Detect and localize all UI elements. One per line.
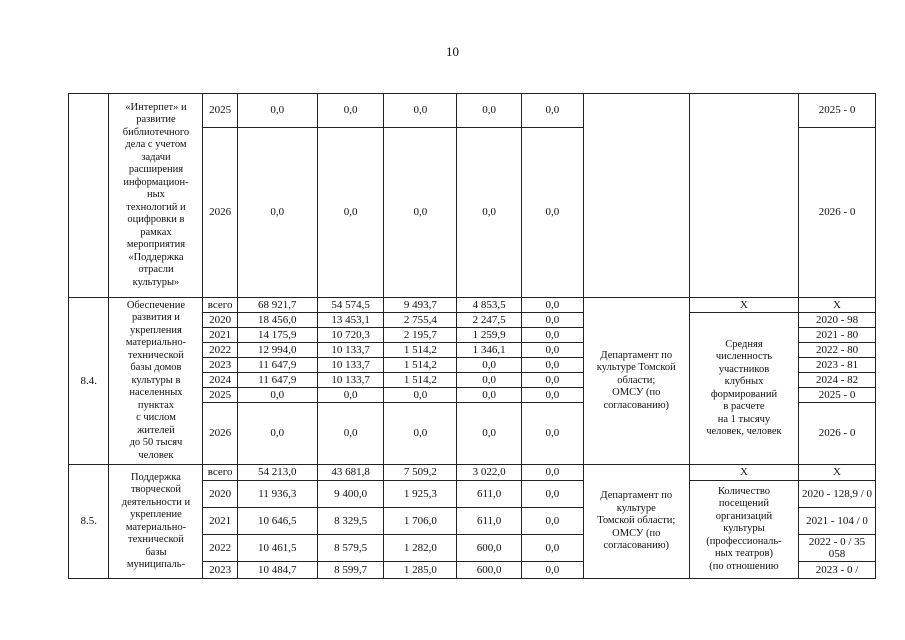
indicator-cell-line: Средняя <box>725 338 763 350</box>
target-cell: 2023 - 81 <box>799 358 876 373</box>
amount-cell-4: 611,0 <box>457 481 522 508</box>
amount-cell-1: 0,0 <box>237 403 317 465</box>
amount-cell-4: 611,0 <box>457 508 522 535</box>
item-name-line: «Интерпет» и <box>125 101 187 113</box>
amount-cell-4: 0,0 <box>457 128 522 298</box>
item-name-line: технологий и <box>126 201 186 213</box>
year-cell: 2022 <box>203 535 237 562</box>
amount-cell-2: 0,0 <box>317 94 384 128</box>
amount-cell-3: 1 514,2 <box>384 358 457 373</box>
target-cell: 2020 - 128,9 / 0 <box>799 481 876 508</box>
indicator-cell-line: (профессиональ- <box>706 535 782 547</box>
amount-cell-4: 4 853,5 <box>457 298 522 313</box>
page-number: 10 <box>446 44 459 59</box>
amount-cell-3: 7 509,2 <box>384 465 457 481</box>
year-cell: всего <box>203 465 237 481</box>
amount-cell-3: 2 195,7 <box>384 328 457 343</box>
amount-cell-5: 0,0 <box>522 358 584 373</box>
item-name-line: муниципаль- <box>126 559 186 570</box>
amount-cell-2: 0,0 <box>317 403 384 465</box>
executor-cell-line: Департамент по <box>600 349 673 361</box>
item-name-line: расширения <box>128 164 184 176</box>
year-cell: 2024 <box>203 373 237 388</box>
item-name-line: с числом <box>136 412 176 424</box>
executor-cell-line: Томской области; <box>597 515 676 527</box>
item-name-line: до 50 тысяч <box>129 437 183 449</box>
indicator-x: X <box>689 465 798 481</box>
item-name-line: информацион- <box>123 176 189 188</box>
year-cell: 2026 <box>203 128 237 298</box>
target-cell: 2026 - 0 <box>799 128 876 298</box>
amount-cell-5: 0,0 <box>522 298 584 313</box>
amount-cell-1: 18 456,0 <box>237 313 317 328</box>
item-number: 8.5. <box>69 465 109 579</box>
table-body <box>69 94 876 579</box>
amount-cell-3: 1 514,2 <box>384 373 457 388</box>
amount-cell-1: 11 936,3 <box>237 481 317 508</box>
item-name-line: культуры» <box>132 276 180 288</box>
target-cell: 2026 - 0 <box>799 403 876 465</box>
amount-cell-5: 0,0 <box>522 562 584 579</box>
amount-cell-3: 1 285,0 <box>384 562 457 579</box>
item-name-line: технической <box>128 534 184 545</box>
executor-cell <box>583 94 689 298</box>
amount-cell-4: 0,0 <box>457 388 522 403</box>
target-cell: X <box>799 465 876 481</box>
program-table <box>68 93 876 579</box>
amount-cell-1: 11 647,9 <box>237 358 317 373</box>
amount-cell-5: 0,0 <box>522 508 584 535</box>
item-name-line: дела с учетом <box>125 139 187 151</box>
item-number: 8.4. <box>69 298 109 465</box>
item-name-line: укрепление <box>130 509 182 520</box>
target-cell: 2025 - 0 <box>799 388 876 403</box>
amount-cell-2: 13 453,1 <box>317 313 384 328</box>
amount-cell-2: 9 400,0 <box>317 481 384 508</box>
item-name <box>109 298 203 465</box>
target-cell: 2023 - 0 / <box>799 562 876 579</box>
amount-cell-1: 10 461,5 <box>237 535 317 562</box>
item-name-line: развития и <box>132 312 180 324</box>
item-name-line: развитие <box>136 114 176 126</box>
indicator-cell-line: формирований <box>710 388 778 400</box>
executor-cell-line: культуре <box>616 502 656 514</box>
amount-cell-1: 11 647,9 <box>237 373 317 388</box>
year-cell: 2021 <box>203 328 237 343</box>
item-name-line: оцифровки в <box>127 214 185 226</box>
target-cell: 2021 - 104 / 0 <box>799 508 876 535</box>
indicator-cell-line: участников <box>718 363 770 375</box>
amount-cell-2: 10 133,7 <box>317 358 384 373</box>
indicator-cell-line: посещений <box>718 498 770 510</box>
amount-cell-5: 0,0 <box>522 328 584 343</box>
table-row <box>69 298 876 313</box>
year-cell: всего <box>203 298 237 313</box>
amount-cell-4: 2 247,5 <box>457 313 522 328</box>
amount-cell-5: 0,0 <box>522 313 584 328</box>
amount-cell-1: 0,0 <box>237 388 317 403</box>
amount-cell-5: 0,0 <box>522 535 584 562</box>
year-cell: 2021 <box>203 508 237 535</box>
amount-cell-2: 8 329,5 <box>317 508 384 535</box>
year-cell: 2025 <box>203 388 237 403</box>
executor-cell-line: согласованию) <box>603 399 670 411</box>
item-name <box>109 94 203 298</box>
target-cell: 2021 - 80 <box>799 328 876 343</box>
amount-cell-2: 10 133,7 <box>317 373 384 388</box>
amount-cell-3: 9 493,7 <box>384 298 457 313</box>
executor-cell-line: ОМСУ (по <box>612 387 661 399</box>
year-cell: 2023 <box>203 358 237 373</box>
amount-cell-3: 1 925,3 <box>384 481 457 508</box>
item-name-line: рамках <box>140 226 172 238</box>
year-cell: 2022 <box>203 343 237 358</box>
amount-cell-1: 0,0 <box>237 94 317 128</box>
indicator-cell-line: Количество <box>717 485 770 497</box>
amount-cell-4: 3 022,0 <box>457 465 522 481</box>
item-name-line: задачи <box>141 151 171 163</box>
item-name-line: творческой <box>130 484 181 495</box>
executor-cell-line: ОМСУ (по <box>612 527 661 539</box>
amount-cell-5: 0,0 <box>522 373 584 388</box>
executor-cell-line: культуре Томской <box>596 362 676 374</box>
year-cell: 2023 <box>203 562 237 579</box>
indicator-cell-line: на 1 тысячу <box>717 413 771 425</box>
amount-cell-4: 0,0 <box>457 403 522 465</box>
indicator-cell <box>689 94 798 298</box>
target-cell: 2025 - 0 <box>799 94 876 128</box>
item-name-line: мероприятия <box>126 239 186 251</box>
target-cell: 2022 - 80 <box>799 343 876 358</box>
amount-cell-2: 10 720,3 <box>317 328 384 343</box>
year-cell: 2026 <box>203 403 237 465</box>
amount-cell-4: 1 346,1 <box>457 343 522 358</box>
item-name-line: «Поддержка <box>128 251 184 263</box>
amount-cell-3: 0,0 <box>384 388 457 403</box>
amount-cell-5: 0,0 <box>522 94 584 128</box>
amount-cell-4: 1 259,9 <box>457 328 522 343</box>
amount-cell-2: 8 579,5 <box>317 535 384 562</box>
item-name <box>109 465 203 579</box>
item-name-line: жителей <box>137 424 175 436</box>
item-name-line: материально- <box>125 337 187 349</box>
amount-cell-4: 0,0 <box>457 373 522 388</box>
indicator-cell-line: в расчете <box>723 401 765 412</box>
executor-cell <box>583 465 689 579</box>
target-cell: 2024 - 82 <box>799 373 876 388</box>
amount-cell-3: 1 282,0 <box>384 535 457 562</box>
amount-cell-1: 14 175,9 <box>237 328 317 343</box>
year-cell: 2025 <box>203 94 237 128</box>
target-cell: 2020 - 98 <box>799 313 876 328</box>
indicator-cell-line: культуры <box>723 523 765 535</box>
indicator-x: X <box>689 298 798 313</box>
amount-cell-5: 0,0 <box>522 343 584 358</box>
target-cell: 2022 - 0 / 35 058 <box>799 535 876 562</box>
amount-cell-4: 600,0 <box>457 535 522 562</box>
amount-cell-3: 0,0 <box>384 128 457 298</box>
table-row <box>69 465 876 481</box>
target-cell: X <box>799 298 876 313</box>
amount-cell-4: 0,0 <box>457 94 522 128</box>
item-name-line: Поддержка <box>130 471 181 483</box>
amount-cell-2: 0,0 <box>317 128 384 298</box>
item-name-line: ных <box>146 189 165 201</box>
item-name-line: материально- <box>125 521 187 533</box>
amount-cell-1: 10 484,7 <box>237 562 317 579</box>
item-number <box>69 94 109 298</box>
indicator-cell-line: (по отношению <box>709 560 779 572</box>
amount-cell-2: 0,0 <box>317 388 384 403</box>
executor-cell-line: области; <box>617 374 656 386</box>
executor-cell-line: Департамент по <box>600 490 673 502</box>
amount-cell-2: 10 133,7 <box>317 343 384 358</box>
item-name-line: технической <box>128 349 184 361</box>
amount-cell-2: 8 599,7 <box>317 562 384 579</box>
item-name-line: базы <box>145 546 167 558</box>
executor-cell-line: согласованию) <box>603 540 670 552</box>
amount-cell-5: 0,0 <box>522 388 584 403</box>
amount-cell-3: 1 706,0 <box>384 508 457 535</box>
amount-cell-4: 600,0 <box>457 562 522 579</box>
amount-cell-2: 43 681,8 <box>317 465 384 481</box>
amount-cell-1: 10 646,5 <box>237 508 317 535</box>
indicator-cell-line: ных театров) <box>714 548 773 560</box>
table-row <box>69 94 876 128</box>
item-name-line: базы домов <box>130 362 182 374</box>
item-name-line: деятельности и <box>121 496 191 508</box>
amount-cell-5: 0,0 <box>522 481 584 508</box>
indicator-cell <box>689 481 798 579</box>
amount-cell-1: 0,0 <box>237 128 317 298</box>
amount-cell-3: 1 514,2 <box>384 343 457 358</box>
amount-cell-4: 0,0 <box>457 358 522 373</box>
indicator-cell-line: численность <box>715 351 773 362</box>
amount-cell-1: 12 994,0 <box>237 343 317 358</box>
indicator-cell-line: организаций <box>715 510 773 522</box>
amount-cell-3: 0,0 <box>384 403 457 465</box>
amount-cell-5: 0,0 <box>522 465 584 481</box>
item-name-line: человек <box>138 449 174 461</box>
item-name-line: укрепления <box>130 324 182 336</box>
item-name-line: населенных <box>129 387 183 399</box>
item-name-line: отрасли <box>138 264 174 276</box>
amount-cell-1: 68 921,7 <box>237 298 317 313</box>
amount-cell-1: 54 213,0 <box>237 465 317 481</box>
amount-cell-3: 0,0 <box>384 94 457 128</box>
indicator-cell-line: клубных <box>724 376 764 387</box>
amount-cell-3: 2 755,4 <box>384 313 457 328</box>
item-name-line: пунктах <box>137 399 174 411</box>
year-cell: 2020 <box>203 313 237 328</box>
executor-cell <box>583 298 689 465</box>
indicator-cell <box>689 313 798 465</box>
amount-cell-5: 0,0 <box>522 403 584 465</box>
amount-cell-5: 0,0 <box>522 128 584 298</box>
item-name-line: библиотечного <box>122 126 190 138</box>
year-cell: 2020 <box>203 481 237 508</box>
item-name-line: Обеспечение <box>126 299 186 311</box>
amount-cell-2: 54 574,5 <box>317 298 384 313</box>
item-name-line: культуры в <box>131 374 181 386</box>
indicator-cell-line: человек, человек <box>706 426 782 437</box>
